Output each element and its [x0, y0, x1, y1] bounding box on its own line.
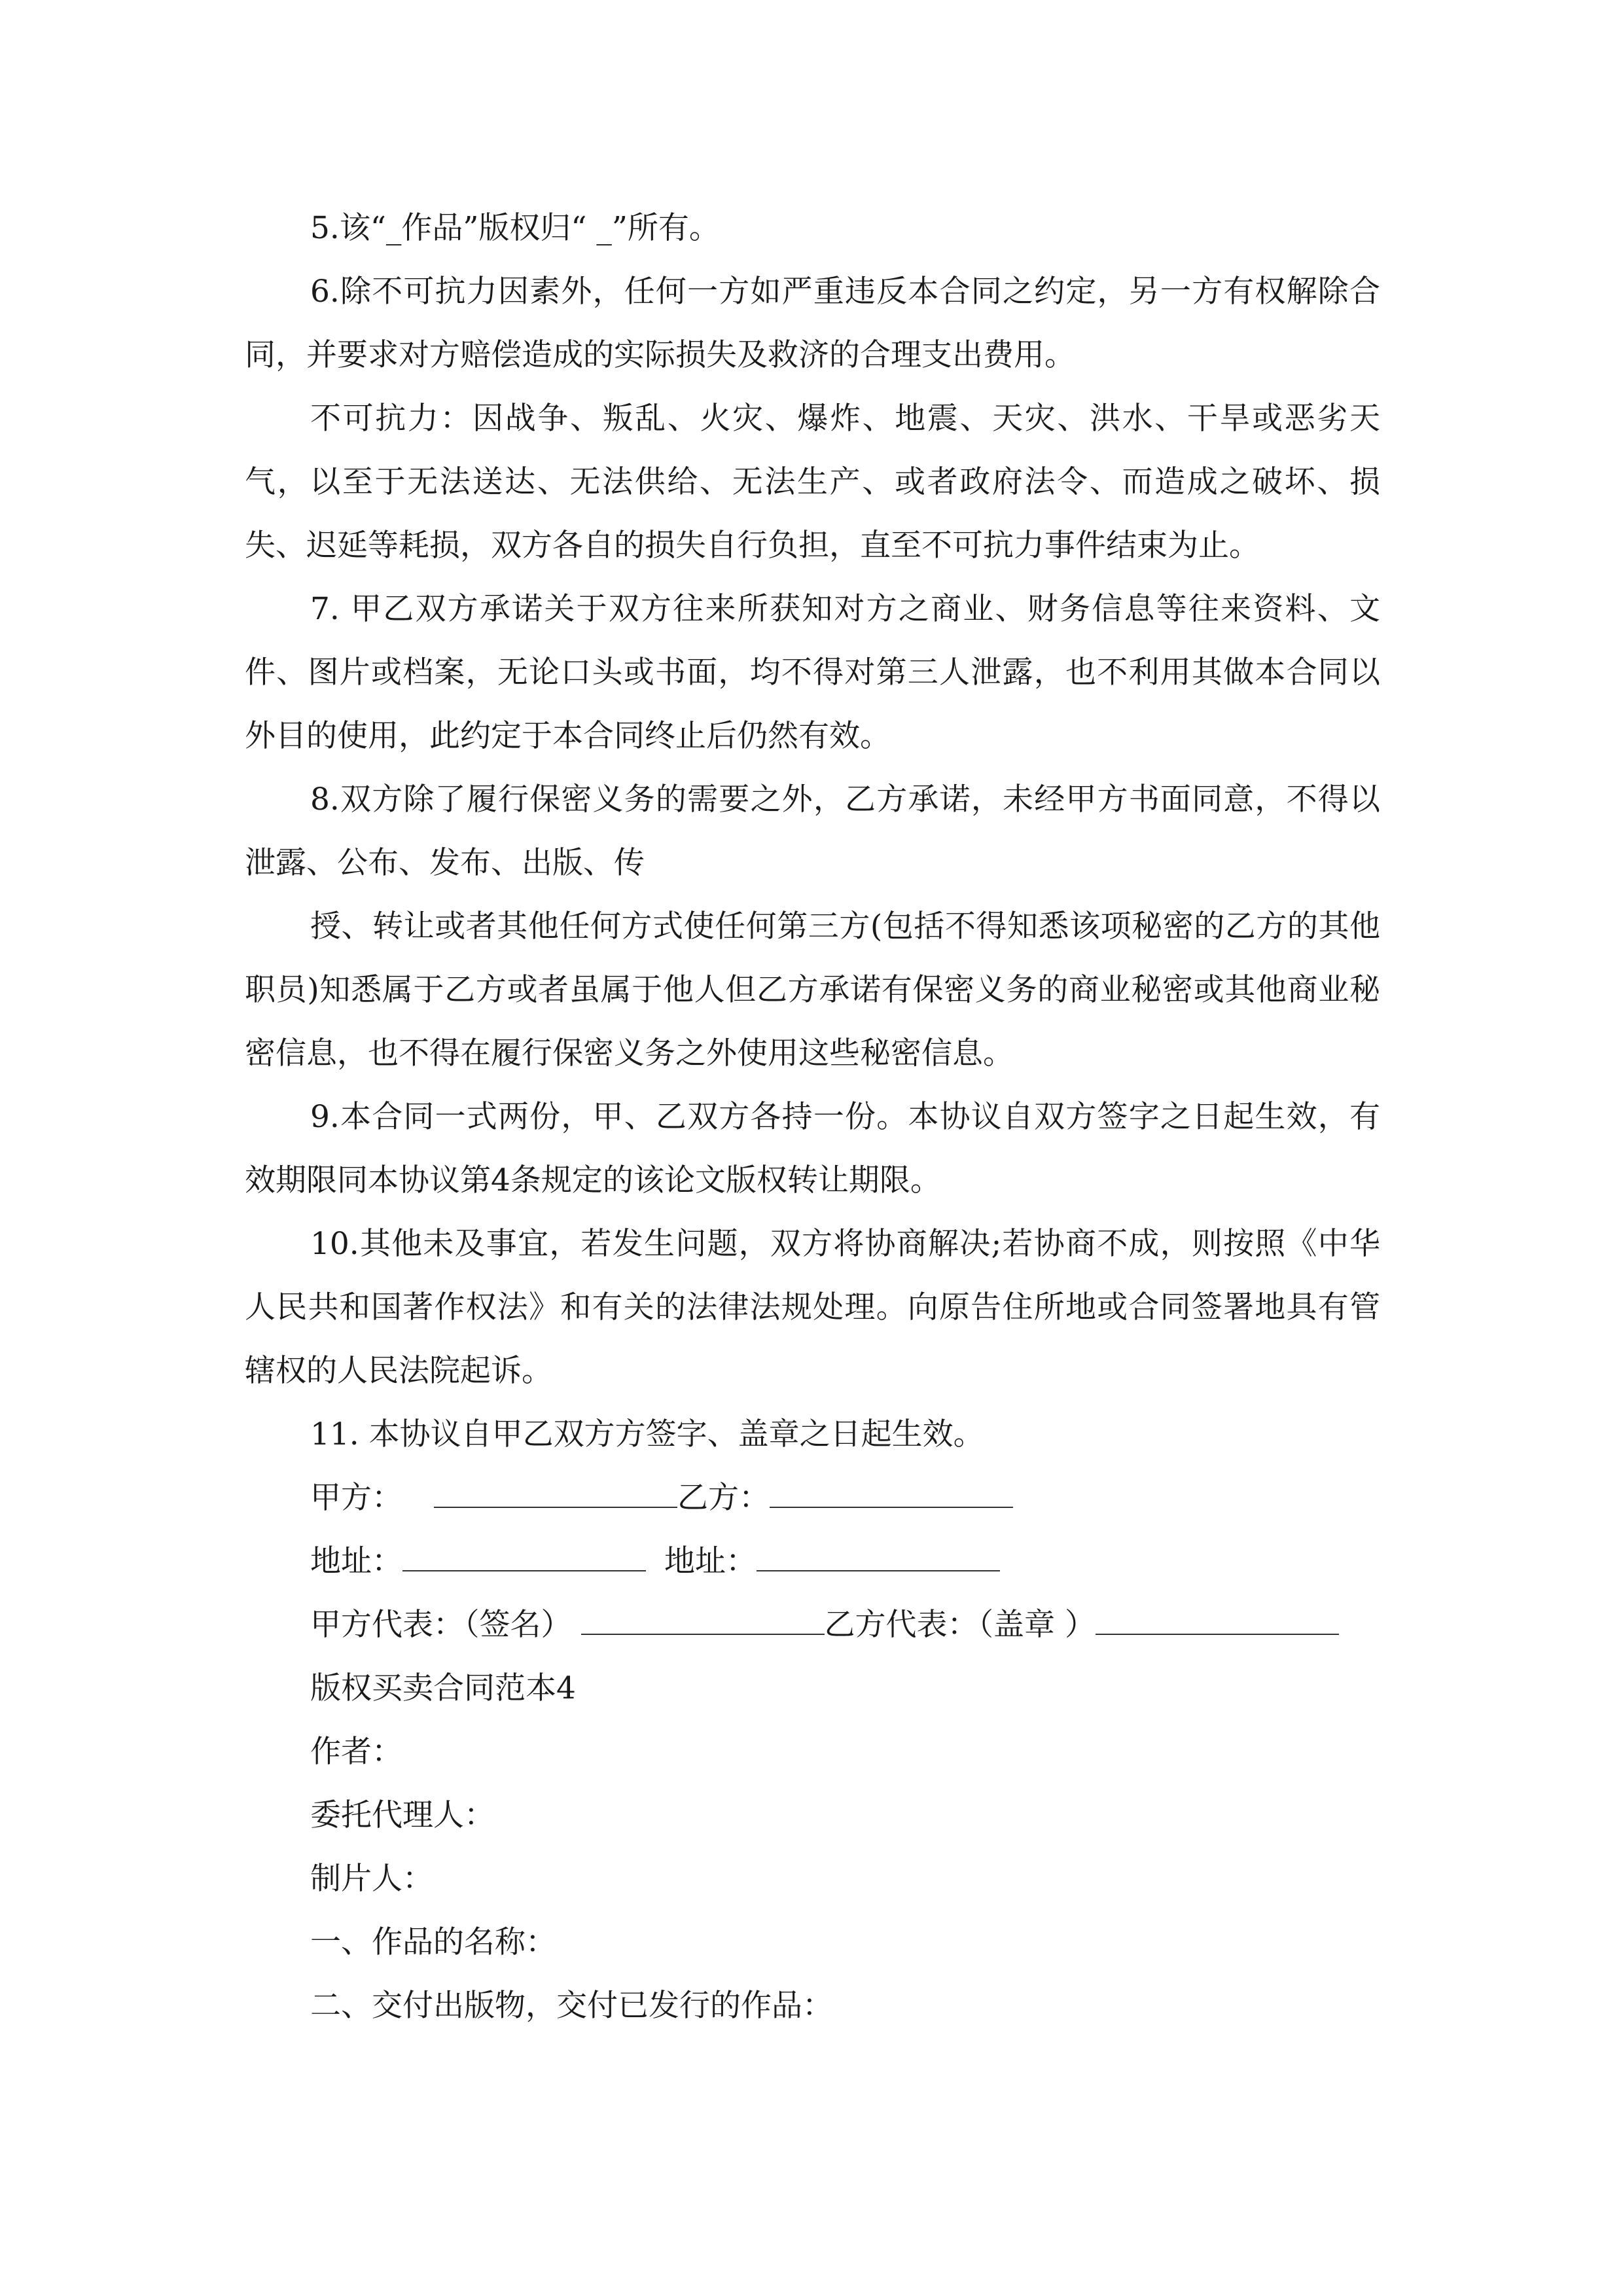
rep-b-label: 乙方代表：（盖章 ）	[824, 1607, 1096, 1643]
clause-7: 7. 甲乙双方承诺关于双方往来所获知对方之商业、财务信息等往来资料、文件、图片或档案，无论口头或书面，均不得对第三人泄露，也不利用其做本合同以外目的使用，此约定于本合同终止后仍然有效。	[245, 591, 1380, 754]
rep-a-label: 甲方代表：（签名）	[310, 1607, 572, 1643]
party-signature-row	[245, 1466, 1380, 1530]
address-a-label: 地址：	[310, 1543, 402, 1579]
clause-9: 9.本合同一式两份，甲、乙双方各持一份。本协议自双方签字之日起生效，有效期限同本协议第4条规定的该论文版权转让期限。	[245, 1099, 1380, 1198]
party-b-blank	[770, 1470, 1013, 1508]
clause-11: 11. 本协议自甲乙双方方签字、盖章之日起生效。	[310, 1416, 984, 1452]
document-body	[245, 196, 1380, 2037]
author-line: 作者：	[310, 1734, 402, 1770]
producer-line: 制片人：	[310, 1861, 433, 1897]
party-b-label: 乙方：	[677, 1480, 770, 1516]
address-b-label: 地址：	[664, 1543, 757, 1579]
item-1-line: 一、作品的名称：	[310, 1924, 556, 1960]
section-title: 版权买卖合同范本4	[310, 1670, 576, 1706]
agent-line: 委托代理人：	[310, 1797, 495, 1833]
clause-8-part-1: 8.双方除了履行保密义务的需要之外，乙方承诺，未经甲方书面同意，不得以泄露、公布、发布、出版、传	[245, 781, 1380, 881]
party-a-label: 甲方：	[310, 1480, 402, 1516]
address-a-blank	[402, 1534, 646, 1571]
rep-a-blank	[581, 1597, 825, 1635]
address-row	[245, 1530, 1380, 1593]
clause-10: 10.其他未及事宜，若发生问题，双方将协商解决;若协商不成，则按照《中华人民共和国著作权法》和有关的法律法规处理。向原告住所地或合同签署地具有管辖权的人民法院起诉。	[245, 1226, 1380, 1389]
clause-6: 6.除不可抗力因素外，任何一方如严重违反本合同之约定，另一方有权解除合同，并要求对方赔偿造成的实际损失及救济的合理支出费用。	[245, 274, 1380, 373]
address-b-blank	[757, 1534, 1000, 1571]
party-a-blank	[434, 1470, 677, 1508]
item-2-line: 二、交付出版物，交付已发行的作品：	[310, 1988, 833, 2024]
force-majeure-clause: 不可抗力：因战争、叛乱、火灾、爆炸、地震、天灾、洪水、干旱或恶劣天气，以至于无法送达、无法供给、无法生产、或者政府法令、而造成之破坏、损失、迟延等耗损，双方各自的损失自行负担，直至不可抗力事件结束为止。	[245, 401, 1380, 564]
clause-8-part-2: 授、转让或者其他任何方式使任何第三方(包括不得知悉该项秘密的乙方的其他职员)知悉属于乙方或者虽属于他人但乙方承诺有保密义务的商业秘密或其他商业秘密信息，也不得在履行保密义务之外使用这些秘密信息。	[245, 908, 1380, 1071]
representative-row	[245, 1593, 1380, 1657]
clause-5: 5.该“_作品”版权归“ _”所有。	[310, 210, 720, 246]
rep-b-blank	[1096, 1597, 1339, 1635]
